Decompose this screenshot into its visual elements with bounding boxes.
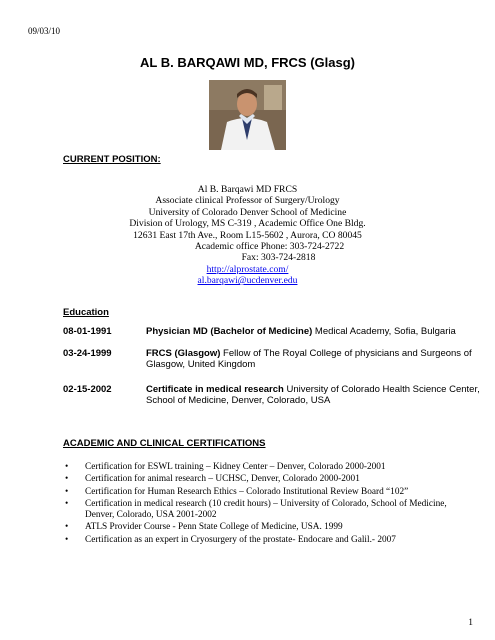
- education-date: 02-15-2002: [63, 384, 112, 395]
- education-title: Physician MD (Bachelor of Medicine): [146, 326, 313, 337]
- website-link[interactable]: http://alprostate.com/: [206, 263, 289, 275]
- certification-text: Certification for ESWL training – Kidney Center – Denver, Colorado 2000-2001: [85, 462, 386, 472]
- certification-text: ATLS Provider Course - Penn State College of Medicine, USA. 1999: [85, 522, 343, 533]
- document-title: AL B. BARQAWI MD, FRCS (Glasg): [140, 55, 355, 70]
- contact-line: Academic office Phone: 303-724-2722: [194, 241, 345, 253]
- education-entry: [63, 384, 480, 408]
- education-detail: Fellow of The Royal College of physicians and Surgeons of Glasgow, United Kingdom: [146, 348, 472, 371]
- header-date: 09/03/10: [28, 26, 61, 36]
- contact-line: Al B. Barqawi MD FRCS: [197, 184, 298, 195]
- bullet-icon: •: [65, 474, 69, 485]
- education-heading: Education: [63, 307, 109, 318]
- education-text: [146, 348, 481, 371]
- list-item: [63, 535, 473, 546]
- contact-line: Associate clinical Professor of Surgery/Urology: [155, 195, 340, 207]
- education-text: [146, 384, 481, 407]
- contact-line: University of Colorado Denver School of Medicine: [148, 206, 347, 218]
- contact-line: 12631 East 17th Ave., Room L15-5602 , Aurora, CO 80045: [133, 229, 362, 241]
- education-date: 08-01-1991: [63, 326, 112, 337]
- page-number: 1: [468, 618, 473, 628]
- bullet-icon: •: [65, 498, 69, 509]
- list-item: [63, 499, 473, 522]
- education-entry: [63, 348, 473, 372]
- list-item: [63, 487, 473, 498]
- education-title: Certificate in medical research: [146, 384, 284, 395]
- list-item: [63, 474, 473, 485]
- certification-text: Certification for animal research – UCHSC, Denver, Colorado 2000-2001: [85, 474, 360, 485]
- certification-text: Certification for Human Research Ethics – Colorado Institutional Review Board “102”: [85, 486, 409, 497]
- bullet-icon: •: [65, 522, 69, 533]
- current-position-heading: CURRENT POSITION:: [63, 154, 161, 165]
- education-text: [146, 326, 481, 337]
- education-detail: University of Colorado Health Science Center, School of Medicine, Denver, Colorado, USA: [146, 384, 480, 407]
- contact-line: Fax: 303-724-2818: [241, 252, 316, 264]
- certification-text: Certification in medical research (10 credit hours) – University of Colorado, School of Medicine, Denver, Colorado, USA 2001-2002: [85, 498, 447, 521]
- certification-text: Certification as an expert in Cryosurgery of the prostate- Endocare and Galil.- 2007: [85, 534, 396, 545]
- bullet-icon: •: [65, 462, 69, 472]
- list-item: [63, 522, 473, 533]
- education-title: FRCS (Glasgow): [146, 348, 221, 359]
- contact-block: [0, 184, 495, 287]
- bullet-icon: •: [65, 486, 69, 497]
- certifications-heading: ACADEMIC AND CLINICAL CERTIFICATIONS: [63, 438, 266, 449]
- certifications-list: [63, 462, 473, 547]
- email-link[interactable]: al.barqawi@ucdenver.edu: [197, 275, 298, 287]
- education-entry: [63, 326, 473, 338]
- education-detail: Medical Academy, Sofia, Bulgaria: [312, 326, 456, 337]
- portrait-illustration: [209, 80, 286, 150]
- contact-line: Division of Urology, MS C-319 , Academic Office One Bldg.: [129, 218, 366, 230]
- education-date: 03-24-1999: [63, 348, 112, 359]
- list-item: [63, 462, 473, 473]
- bullet-icon: •: [65, 534, 69, 545]
- portrait-photo: [209, 80, 286, 150]
